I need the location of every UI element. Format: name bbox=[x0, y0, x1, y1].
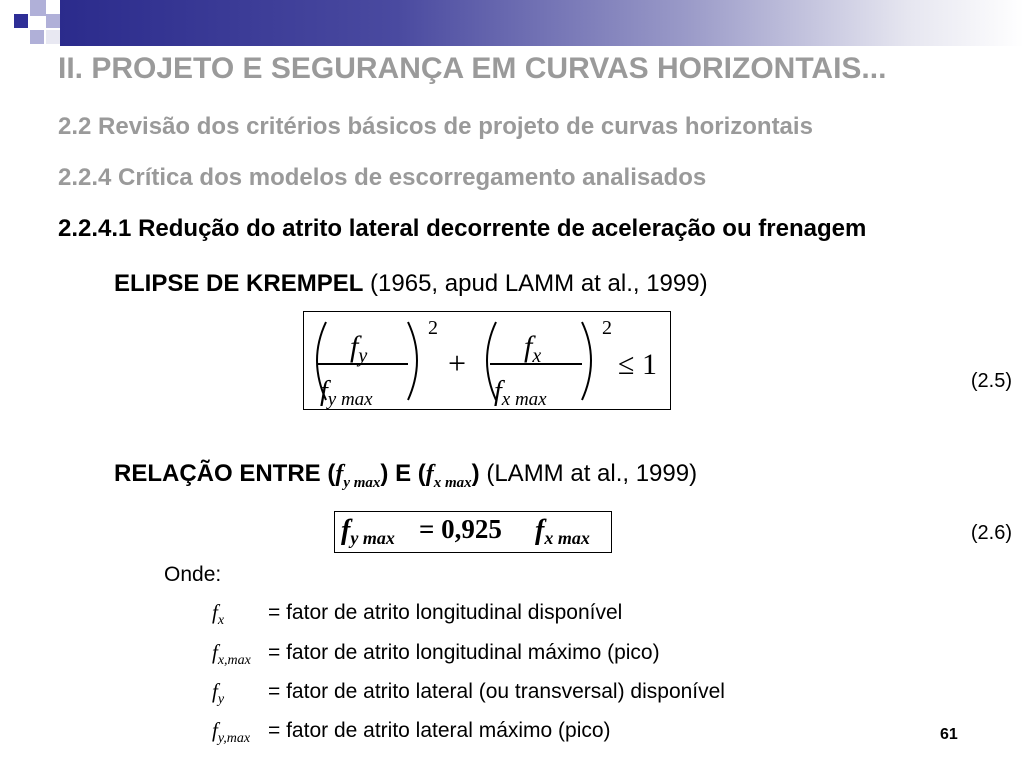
svg-text:2: 2 bbox=[602, 317, 612, 339]
svg-text:fx max: fx max bbox=[535, 515, 590, 548]
svg-text:2: 2 bbox=[428, 317, 438, 339]
symbol-fy-max: $f_{y,max}$ bbox=[212, 718, 251, 747]
slide-title: II. PROJETO E SEGURANÇA EM CURVAS HORIZONTAIS... bbox=[58, 52, 887, 85]
definition-fy bbox=[212, 679, 725, 708]
definition-text: = fator de atrito lateral máximo (pico) bbox=[268, 719, 611, 742]
krempel-heading bbox=[114, 270, 708, 298]
subtitle-subsection: 2.2.4 Crítica dos modelos de escorregamento analisados bbox=[58, 164, 707, 191]
relation-close: ) bbox=[471, 460, 480, 487]
definition-text: = fator de atrito longitudinal máximo (pico) bbox=[268, 641, 660, 664]
svg-text:fy: $f_y$ bbox=[350, 330, 368, 367]
svg-text:≤ 1: ≤ 1 bbox=[618, 348, 657, 381]
where-label: Onde: bbox=[164, 563, 222, 586]
equation-number-2-5: (2.5) bbox=[970, 370, 1012, 392]
relation-symbol-fx: $f_{x max}$ bbox=[425, 461, 472, 491]
symbol-fx-max: $f_{x,max}$ bbox=[212, 640, 251, 669]
logo-square-light bbox=[30, 30, 44, 44]
svg-text:fx: $f_x$ bbox=[524, 330, 542, 367]
definition-fy-max bbox=[212, 718, 611, 747]
formula-2-5-graphic bbox=[304, 312, 670, 409]
formula-2-6 bbox=[334, 511, 612, 553]
svg-text:+: + bbox=[448, 345, 467, 381]
section-heading: 2.2.4.1 Redução do atrito lateral decorrente de aceleração ou frenagem bbox=[58, 215, 867, 242]
logo-square-dark bbox=[14, 14, 28, 28]
relation-symbol-fy: $f_{y max}$ bbox=[335, 461, 381, 491]
equation-number-2-6: (2.6) bbox=[970, 522, 1012, 544]
svg-text:fx max: fx max bbox=[494, 376, 547, 409]
definition-fx-max bbox=[212, 640, 660, 669]
svg-text:= 0,925: = 0,925 bbox=[419, 514, 502, 544]
logo-square-light bbox=[46, 14, 60, 28]
svg-text:fy max: fy max bbox=[341, 515, 395, 548]
logo-square-light bbox=[30, 0, 46, 16]
formula-2-5 bbox=[303, 311, 671, 410]
page-number: 61 bbox=[940, 726, 958, 743]
krempel-title: ELIPSE DE KREMPEL bbox=[114, 270, 364, 297]
svg-text:fy max: fy max bbox=[320, 376, 373, 409]
formula-2-6-graphic bbox=[335, 512, 611, 552]
definition-text: = fator de atrito longitudinal disponível bbox=[268, 601, 623, 624]
definition-fx bbox=[212, 600, 622, 629]
relation-title: RELAÇÃO ENTRE ( bbox=[114, 460, 336, 487]
symbol-fx: $f_x$ bbox=[212, 600, 225, 629]
header-gradient-band bbox=[60, 0, 1024, 46]
relation-heading bbox=[114, 460, 697, 492]
krempel-reference: (1965, apud LAMM at al., 1999) bbox=[370, 270, 708, 297]
relation-and: ) E ( bbox=[380, 460, 426, 487]
relation-reference: (LAMM at al., 1999) bbox=[479, 460, 698, 487]
logo-square-white bbox=[46, 30, 60, 44]
subtitle-section: 2.2 Revisão dos critérios básicos de projeto de curvas horizontais bbox=[58, 113, 813, 140]
symbol-fy: $f_y$ bbox=[212, 679, 225, 708]
definition-text: = fator de atrito lateral (ou transversal) disponível bbox=[268, 680, 725, 703]
